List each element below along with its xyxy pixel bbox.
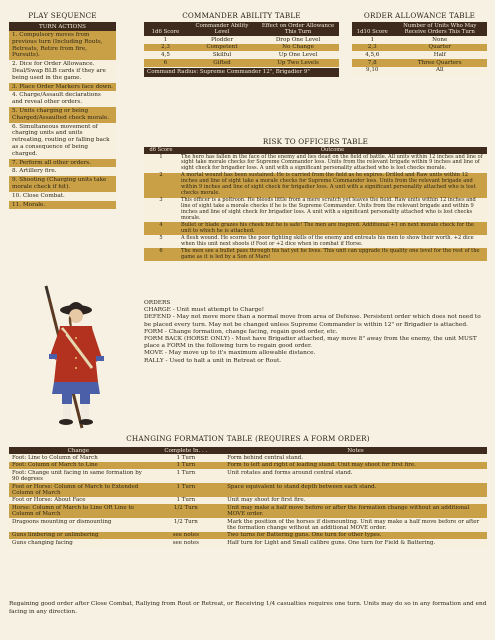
cell: 1 Turn [176, 469, 196, 476]
table-row [9, 483, 487, 497]
cell: Skilful [212, 51, 232, 58]
command-radius: Command Radius: Supreme Commander 12", Brigadier 9" [144, 68, 339, 77]
orders-title: ORDERS [144, 300, 171, 306]
table-row [352, 51, 487, 59]
cell: see notes [172, 539, 199, 546]
risk-table-title: RISK TO OFFICERS TABLE [262, 137, 369, 146]
table-row [9, 497, 487, 504]
cell: Form to left and right of leading stand. Unit may shoot for first fire. [227, 462, 416, 469]
seq-item: 2. Dice for Order Allowance. Deal/Swap BLB cards if they are being used in the game. [9, 60, 116, 82]
col-header: Effect on Order Allowance This Turn [257, 22, 339, 36]
col-header: 1d6 Score [144, 22, 187, 36]
cell: Unit rotates and forms around central stand. [227, 469, 353, 476]
cell: Competent [206, 44, 238, 51]
cell: 2,3 [367, 44, 377, 51]
col-header: Outcome [178, 147, 487, 154]
cell: The men see a bullet pass through his hat yet he lives. This unit can upgrade its quality one level for the rest of the game as it is led by a Son of Mars! [181, 248, 480, 260]
cell: 5 [159, 235, 163, 242]
table-row [9, 504, 487, 518]
col-header: Number of Units Who May Receive Orders This Turn [393, 22, 488, 36]
cell: 4,5,6 [365, 51, 380, 58]
order-allowance-table [352, 22, 487, 74]
cell: Horse: Column of March to Line OR Line to Column of March [12, 504, 134, 518]
change-table-title: CHANGING FORMATION TABLE (REQUIRES A FORM ORDER) [126, 434, 370, 443]
order-line: RALLY - Used to halt a unit in Retreat or Rout. [144, 357, 282, 364]
col-header: Commander Ability Level [187, 22, 257, 36]
turn-actions-header: TURN ACTIONS [9, 22, 116, 31]
table-row [9, 462, 487, 469]
table-row [144, 154, 487, 173]
cell: see notes [172, 532, 199, 539]
table-row [9, 518, 487, 532]
order-line: FORM BACK (HORSE ONLY) - Must have Brigadier attached, may move 8" away from the enemy, the unit MUST place a FORM in the following turn to regain good order. [144, 336, 477, 350]
table-row [144, 222, 487, 235]
cell: 1 Turn [176, 462, 196, 469]
cell: Space equivalent to stand depth between each stand. [227, 483, 377, 490]
table-row [352, 36, 487, 44]
table-row [9, 532, 487, 539]
table-row [9, 469, 487, 483]
cell: Foot or Horse: Column of March to Extended Column of March [12, 483, 139, 496]
seq-item: 11. Morale. [9, 201, 116, 210]
col-header: Complete In. . . [148, 447, 224, 454]
order-line: FORM - Change formation, change facing, regain good order, etc. [144, 328, 338, 335]
cell: 6 [163, 59, 168, 66]
col-header: d6 Score [144, 147, 178, 154]
seq-item: 4. Charge/Assault declarations and reveal other orders. [9, 91, 116, 107]
table-row [144, 44, 339, 52]
play-sequence-table [9, 22, 116, 209]
cell: 3 [159, 197, 163, 204]
cell: The hero has fallen in the face of the enemy and lies dead on the field of battle. All units within 12 inches and line of sight take morale checks for Supreme Commander loss. Units from the relevant brigade within 9 inches and line of sight check for brigadier loss. A unit with a significant personality attached who is lost checks morale. [181, 153, 483, 172]
cell: 1/2 Turn [173, 504, 198, 511]
cell: 1 Turn [176, 483, 196, 490]
risk-to-officers-table [144, 147, 487, 261]
cell: This officer is a poltroon. He bleeds little from a mere scratch yet leaves the field. Raw units within 12 inches and line of sight take a morale checks if he is the Supreme Commander. Units from the relevant brigade and within 9 inches and line of sight check for brigadier loss. A unit with a significant personality attached who is lost checks morale. [181, 197, 476, 221]
table-row [144, 173, 487, 198]
orders-section [144, 300, 487, 365]
table-row [144, 59, 339, 67]
table-row [144, 51, 339, 59]
seq-item: 8. Artillery fire. [9, 167, 116, 176]
table-row [352, 59, 487, 67]
cell: None [432, 36, 448, 43]
cell: 6 [159, 248, 163, 255]
changing-formation-table [9, 447, 487, 547]
cell: 1 Turn [176, 497, 196, 504]
commander-table-title: COMMANDER ABILITY TABLE [182, 11, 301, 20]
cell: 1/2 Turn [173, 518, 198, 525]
cell: Half turn for Light and Small calibre guns. One turn for Field & Battering. [227, 539, 436, 546]
cell: Unit may shoot for first fire. [227, 497, 306, 504]
col-header: Notes [224, 447, 487, 454]
cell: Bullet or blade grazes his cheek but he is safe! The men are inspired. Additional +1 on next morale check for the unit to which he is attached. [181, 222, 475, 234]
cell: 1 [163, 36, 168, 43]
table-row [352, 44, 487, 52]
seq-item: 5. Units charging or being Charged/Assaulted check morale. [9, 107, 116, 123]
col-header: Change [9, 447, 148, 454]
cell: Guns limbering or unlimbering [12, 532, 99, 539]
seq-item: 9. Shooting (Charging units take morale check if hit). [9, 176, 116, 192]
cell: Form behind central stand. [227, 454, 304, 461]
cell: 1 Turn [176, 454, 196, 461]
seq-item: 7. Perform all other orders. [9, 159, 116, 168]
seq-item: 6. Simultaneous movement of charging units and units retreating, routing or falling back as a consequence of being charged. [9, 123, 116, 159]
order-line: CHARGE - Unit must attempt to Charge! [144, 307, 265, 314]
play-sequence-title: PLAY SEQUENCE [28, 11, 97, 20]
order-line: MOVE - May move up to it's maximum allowable distance. [144, 350, 316, 357]
footnote: Regaining good order after Close Combat, Rallying from Rout or Retreat, or Receiving 1/4 casualties requires one turn. Units may do so in any formation and end facing in any direction. [9, 601, 487, 615]
seq-item: 3. Place Order Markers face down. [9, 83, 116, 92]
table-row [9, 454, 487, 461]
cell: Drop One Level [275, 36, 321, 43]
table-row [352, 67, 487, 75]
cell: Gifted [213, 59, 231, 66]
table-row [144, 248, 487, 261]
cell: Mark the position of the horses if dismounting. Unit may make a half move before or after the formation change without an additional MOVE order. [227, 518, 480, 531]
table-row [144, 198, 487, 223]
cell: Foot: Change unit facing in same formation by 90 degrees [12, 469, 142, 483]
cell: A mortal wound has been sustained. He is carried from the field as he expires. Drilled and Raw units within 12 inches and line of sight take a morale checks for Supreme Commander loss. Units from the relevant brigade and within 9 inches and line of sight check for brigadier loss. A unit with a significant personality attached who is lost checks morale. [181, 172, 476, 197]
col-header: 1d10 Score [352, 22, 393, 36]
cell: Quarter [428, 44, 451, 51]
cell: 1 [159, 153, 163, 160]
table-row [144, 36, 339, 44]
cell: All [435, 67, 444, 74]
seq-item: 1. Compulsory moves from previous turn (Including Routs, Retreats, Retire from fire, Pursuits). [9, 31, 116, 60]
cell: Half [433, 51, 446, 58]
cell: A flesh wound. He scorns the poor fighting skills of the enemy and entreats his men to show their worth. +2 dice when this unit next shoots if Foot or +2 dice when in combat if Horse. [181, 235, 474, 247]
order-line: DEFEND - May not move more than a normal move from area of Defense. Persistent order which does not need to be placed every turn. May not be changed unless Supreme Commander is within 12" or Brigadier is attached. [144, 314, 481, 328]
cell: Unit may make a half move before or after the formation change without an additional MOVE order. [227, 504, 470, 518]
table-row [144, 235, 487, 248]
cell: Foot: Column of March to Line [12, 462, 98, 469]
cell: Plodder [210, 36, 234, 43]
cell: Foot: Line to Column of March [12, 454, 98, 461]
musketeer-illustration [16, 282, 128, 432]
cell: Guns changing facing [12, 539, 73, 546]
commander-ability-table [144, 22, 339, 77]
cell: Up Two Levels [277, 59, 319, 66]
cell: 7,8 [367, 59, 377, 66]
table-row [9, 539, 487, 546]
cell: 1 [370, 36, 375, 43]
cell: Dragoons mounting or dismounting [12, 518, 112, 525]
cell: 9,10 [366, 67, 379, 74]
cell: No Change [282, 44, 314, 51]
seq-item: 10. Close Combat. [9, 192, 116, 201]
cell: 2 [159, 172, 163, 179]
cell: Up One Level [278, 51, 318, 58]
order-table-title: ORDER ALLOWANCE TABLE [363, 11, 476, 20]
cell: Foot or Horse: About Face [12, 497, 86, 504]
cell: Three Quarters [417, 59, 462, 66]
cell: 2,3 [160, 44, 170, 51]
cell: 4,5 [160, 51, 170, 58]
cell: 4 [159, 222, 163, 229]
cell: Two turns for Battering guns. One turn for other types. [227, 532, 382, 539]
